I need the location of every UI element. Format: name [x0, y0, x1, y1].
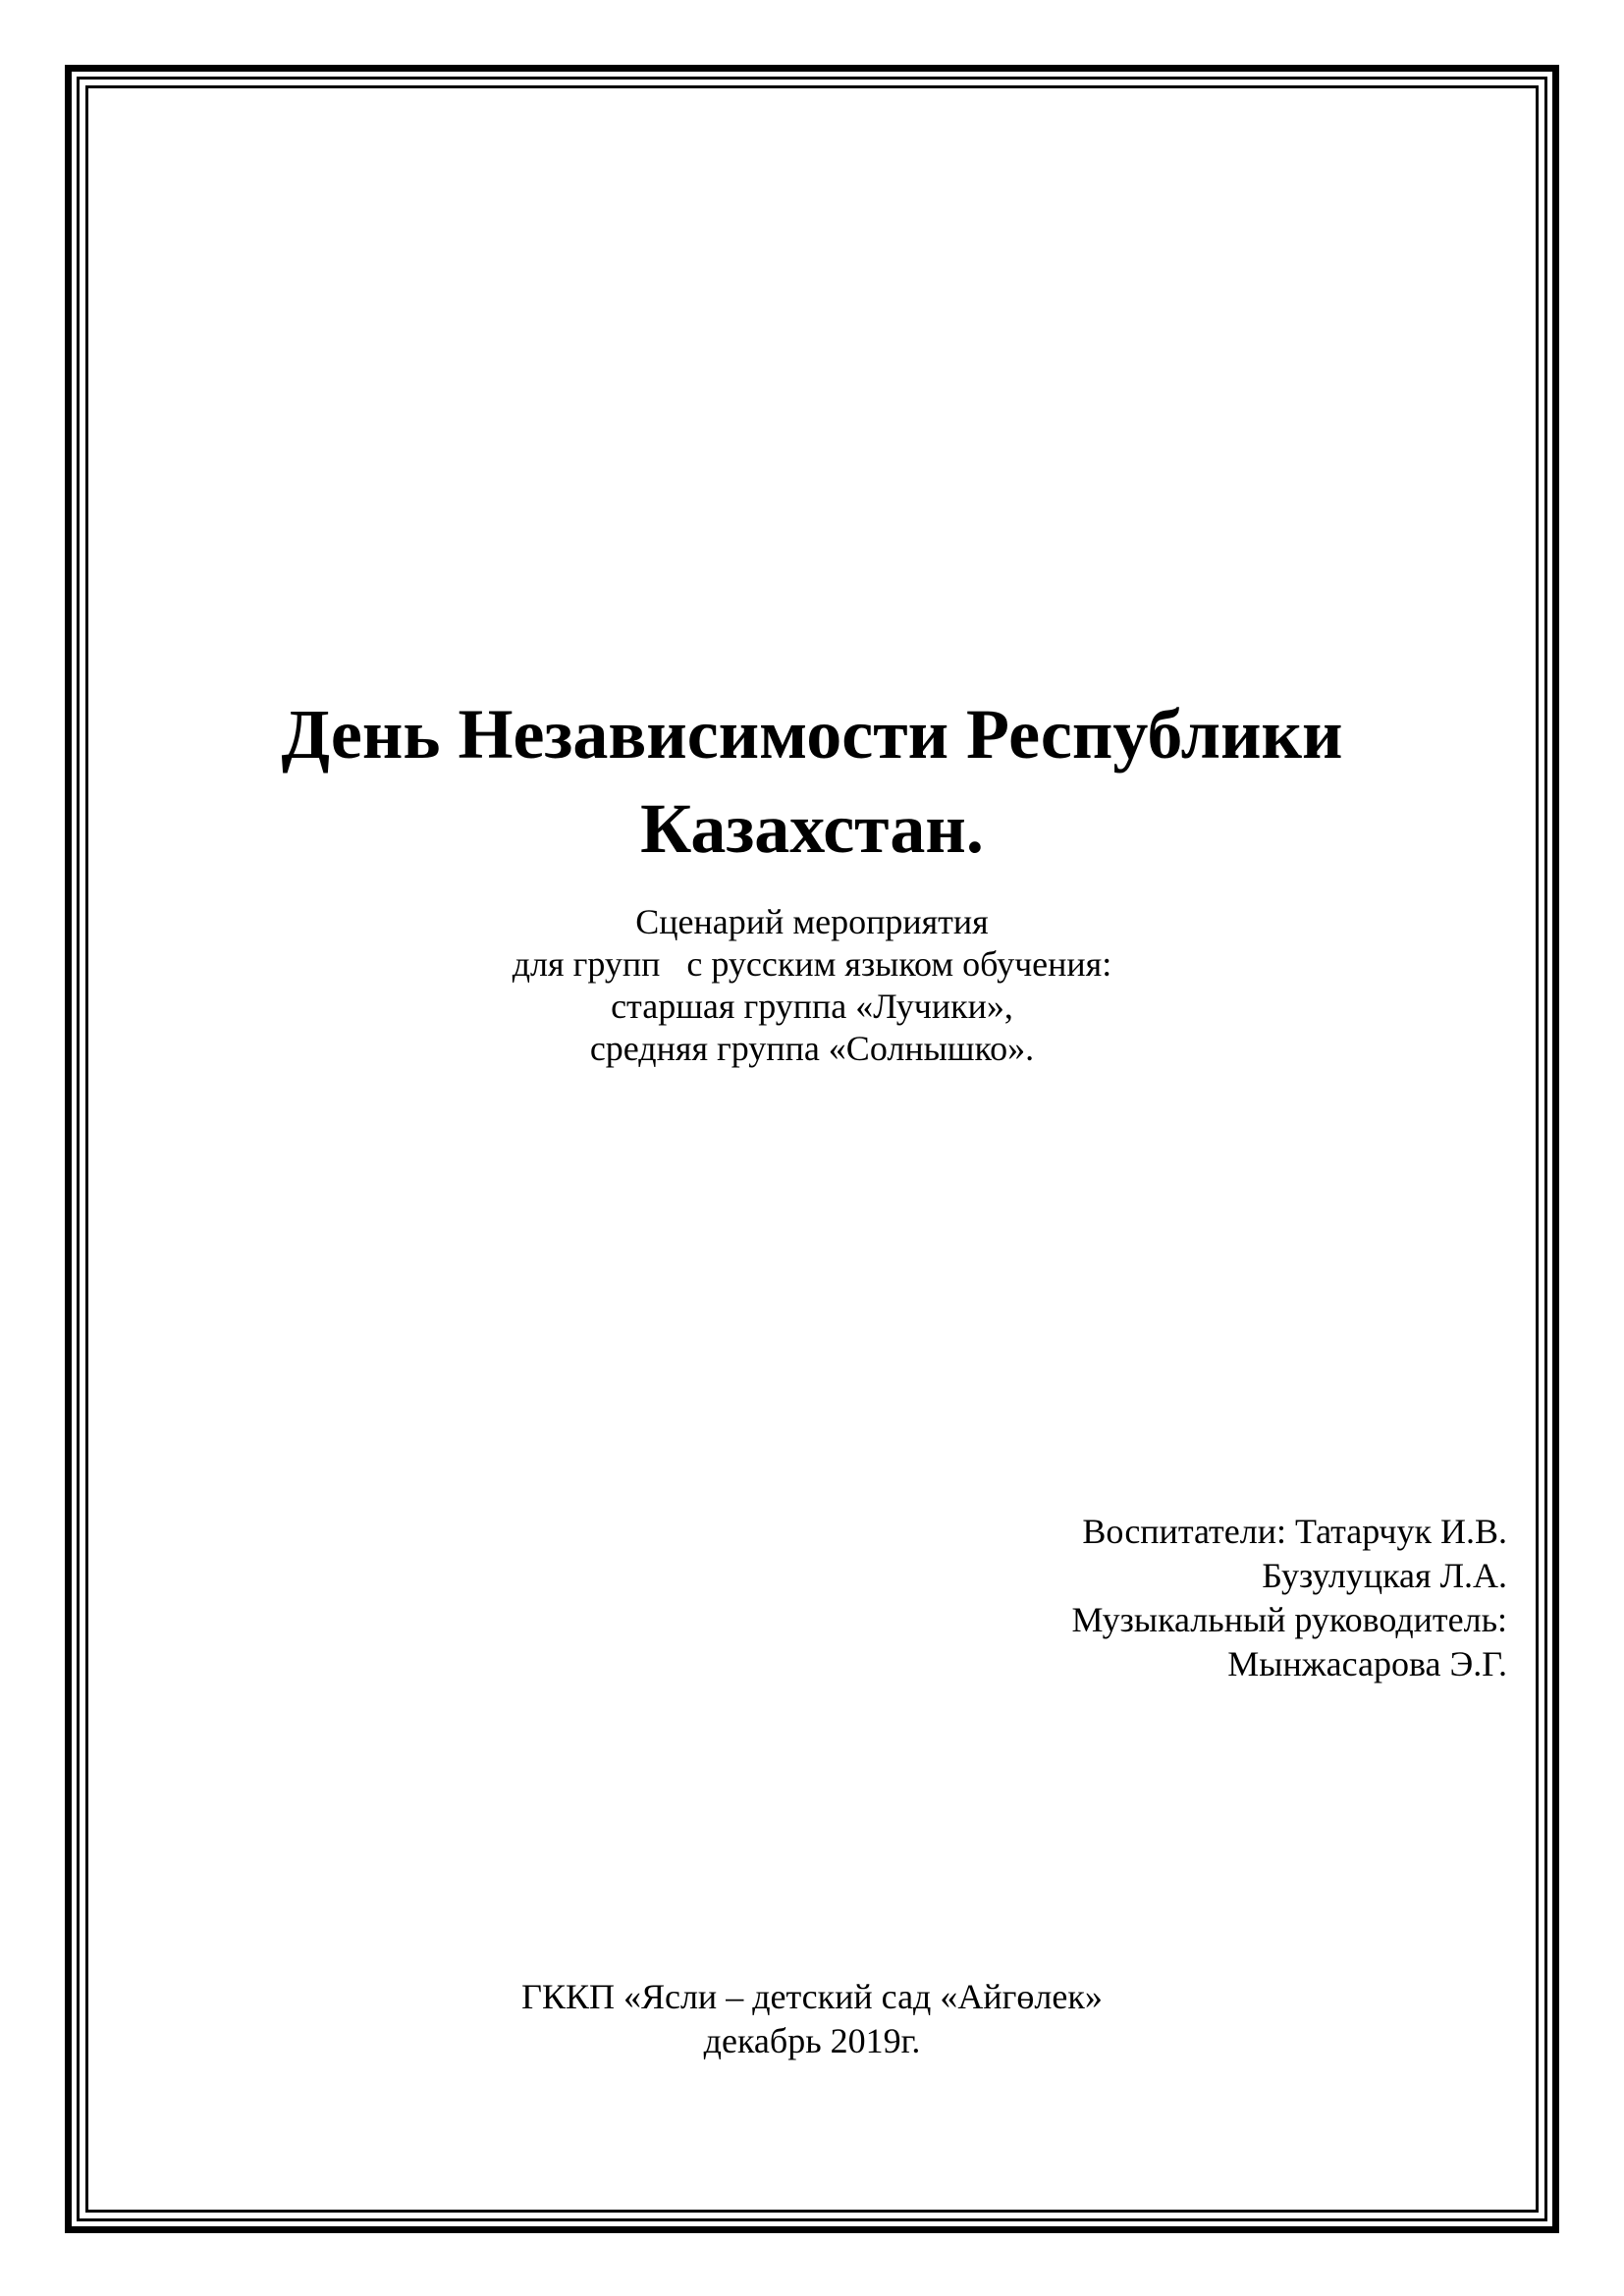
title-line: Казахстан.: [640, 789, 984, 868]
authors-block: [722, 1510, 1507, 1686]
document-title: [85, 687, 1539, 876]
subtitle-line: средняя группа «Солнышко».: [589, 1029, 1035, 1068]
document-subtitle: [85, 901, 1539, 1070]
subtitle-line: для групп с русским языком обучения:: [512, 944, 1112, 984]
subtitle-line: старшая группа «Лучики»,: [611, 987, 1013, 1026]
author-line: Музыкальный руководитель:: [1071, 1600, 1507, 1639]
document-footer: [85, 1975, 1539, 2063]
page-border-inner: [85, 85, 1539, 2213]
author-line: Воспитатели: Татарчук И.В.: [1082, 1512, 1507, 1551]
footer-line: ГККП «Ясли – детский сад «Айгөлек»: [521, 1977, 1103, 2016]
title-line: День Независимости Республики: [281, 695, 1343, 774]
footer-line: декабрь 2019г.: [703, 2021, 921, 2060]
author-line: Бузулуцкая Л.А.: [1262, 1556, 1507, 1595]
author-line: Мынжасарова Э.Г.: [1227, 1644, 1507, 1683]
subtitle-line: Сценарий мероприятия: [635, 902, 989, 941]
